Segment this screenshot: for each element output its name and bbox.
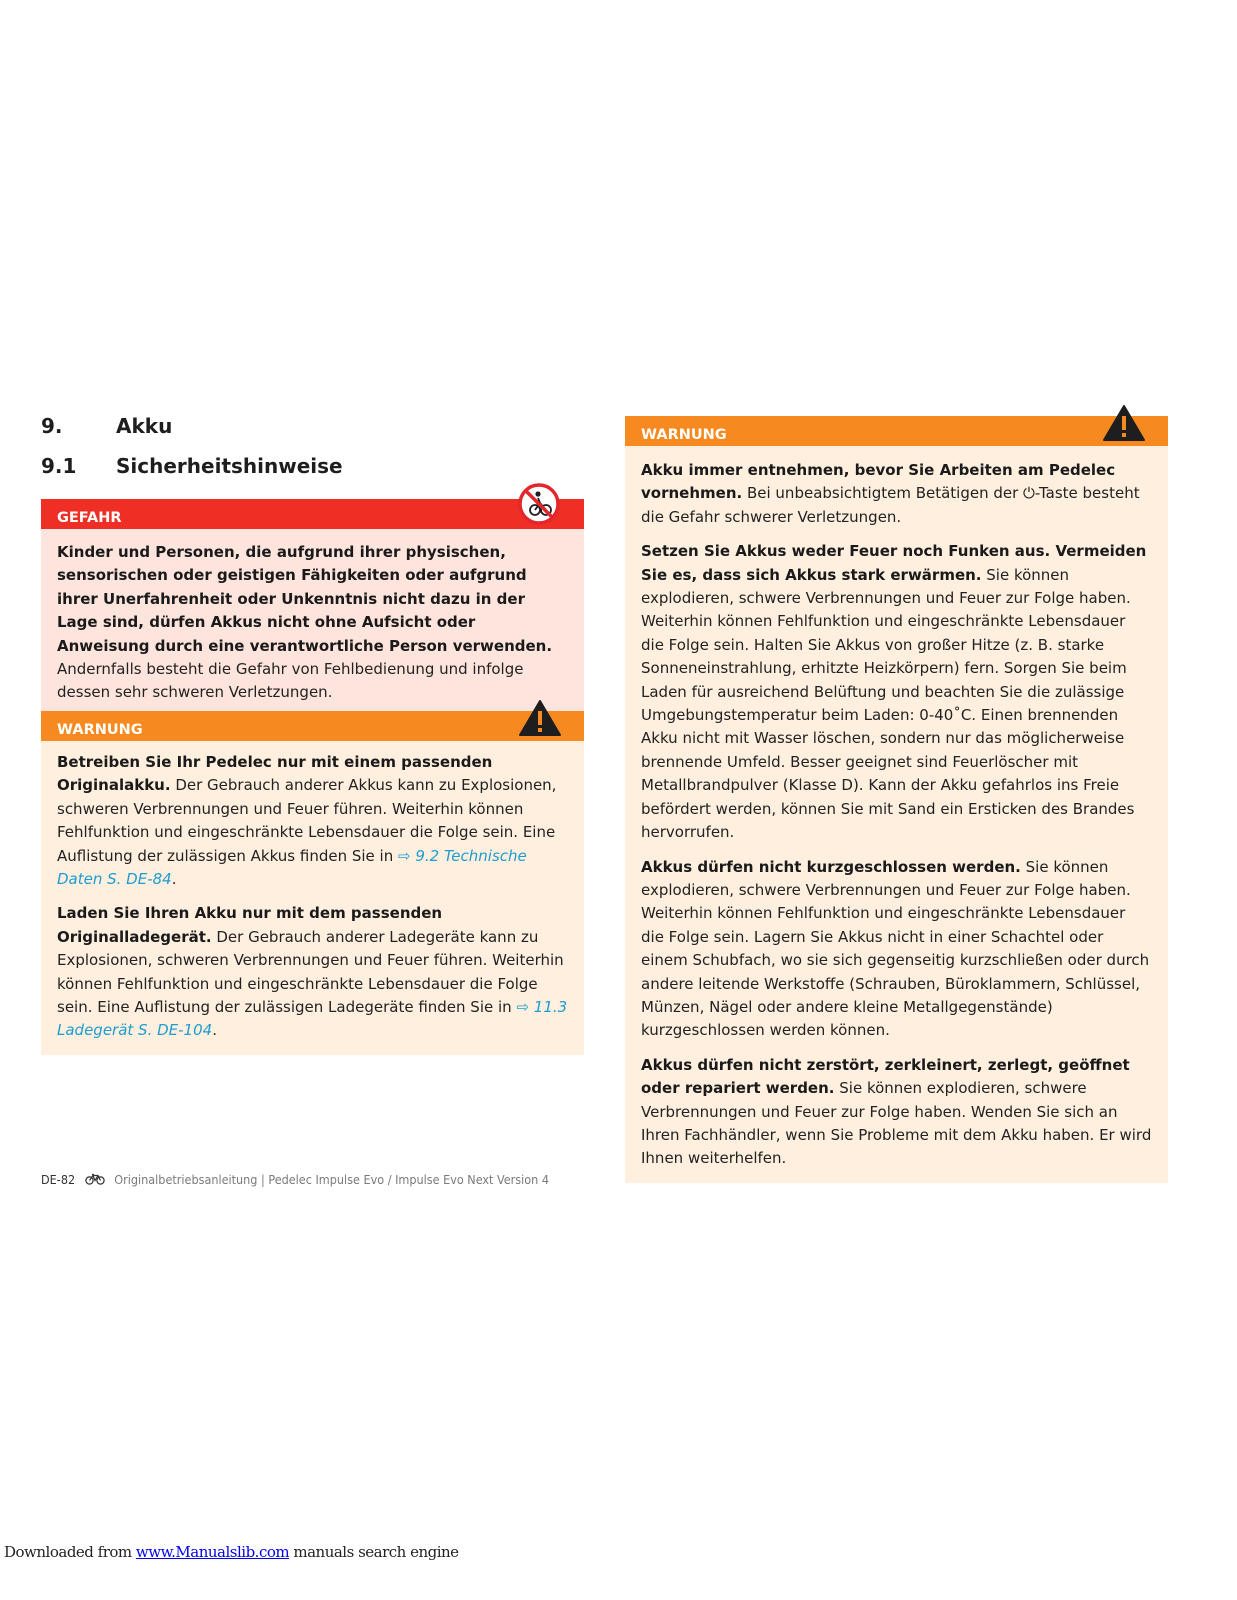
- warning1-bold-2: Laden Sie Ihren Akku nur mit dem passenden Originalladegerät.: [57, 904, 443, 946]
- warning1-end-1: .: [171, 870, 177, 889]
- danger-box: [41, 499, 584, 717]
- warning2-text-2: Sie können explodieren, schwere Verbrennungen und Feuer zur Folge haben. Weiterhin können Fehlfunktion und eingeschränkte Lebensdauer die Folge sein. Halten Sie Akkus von großer Hitze (z. B. starke Sonneneinstrahlung, erhitzte Heizkörpern) fern. Sorgen Sie beim Laden für ausreichend Belüftung und beachten Sie die zulässige Umgebungstemperatur beim Laden: 0-40˚C. Einen brennenden Akku nicht mit Wasser löschen, sondern nur das möglicherweise brennende Umfeld. Besser geeignet sind Feuerlöscher mit Metallbrandpulver (Klasse D). Kann der Akku gefahrlos ins Freie befördert werden, können Sie mit Sand ein Ersticken des Brandes hervorrufen.: [641, 565, 1135, 842]
- warning1-paragraph-1: [57, 751, 568, 891]
- download-notice: [4, 1543, 459, 1561]
- download-prefix: Downloaded from: [4, 1543, 136, 1561]
- footer-text: Originalbetriebsanleitung | Pedelec Impulse Evo / Impulse Evo Next Version 4: [114, 1172, 550, 1187]
- warning-box-1: [41, 711, 584, 1055]
- warning2-text-3: Sie können explodieren, schwere Verbrennungen und Feuer zur Folge haben. Weiterhin können Fehlfunktion und eingeschränkte Lebensdauer die Folge sein. Lagern Sie Akkus nicht in einer Schachtel oder einem Schubfach, wo sie sich gegenseitig kurzschließen oder durch andere leitende Werkstoffe (Schrauben, Büroklammern, Schlüssel, Münzen, Nägel oder andere kleine Metallgegenstände) kurzgeschlossen werden können.: [641, 857, 1150, 1040]
- manualslib-link[interactable]: www.Manualslib.com: [135, 1543, 290, 1561]
- danger-label: GEFAHR: [57, 510, 122, 526]
- warning-header-1: [41, 711, 584, 741]
- danger-body: [41, 529, 584, 717]
- bicycle-icon: [85, 1173, 105, 1185]
- link-technische-daten[interactable]: ⇨ 9.2 Technische Daten S. DE-84: [57, 846, 527, 889]
- warning1-text-2: Der Gebrauch anderer Ladegeräte kann zu Explosionen, schweren Verbrennungen und Feuer führen. Weiterhin können Fehlfunktion und eingeschränkte Lebensdauer die Folge sein. Eine Auflistung der zulässigen Ladegeräte finden Sie in: [57, 927, 564, 1017]
- danger-text: Andernfalls besteht die Gefahr von Fehlbedienung und infolge dessen sehr schweren Verletzungen.: [57, 660, 524, 702]
- danger-bold-text: Kinder und Personen, die aufgrund ihrer physischen, sensorischen oder geistigen Fähigkeiten oder aufgrund ihrer Unerfahrenheit oder Unkenntnis nicht dazu in der Lage sind, dürfen Akkus nicht ohne Aufsicht oder Anweisung durch eine verantwortliche Person verwenden.: [57, 543, 553, 655]
- warning1-bold-1: Betreiben Sie Ihr Pedelec nur mit einem passenden Originalakku.: [57, 753, 493, 795]
- warning-header-2: [625, 416, 1168, 446]
- warning-box-2: [625, 416, 1168, 1183]
- warning1-end-2: .: [212, 1021, 217, 1040]
- page-footer: [41, 1172, 549, 1187]
- danger-header: [41, 499, 584, 529]
- warning2-paragraph-1: [641, 459, 1152, 529]
- warning2-paragraph-4: [641, 1054, 1152, 1171]
- warning-label-2: WARNUNG: [641, 427, 727, 443]
- warning2-paragraph-3: [641, 856, 1152, 1043]
- download-suffix: manuals search engine: [289, 1543, 459, 1561]
- warning2-bold-2: Setzen Sie Akkus weder Feuer noch Funken aus. Vermeiden Sie es, dass sich Akkus stark erwärmen.: [641, 542, 1147, 584]
- subsection-title: Sicherheitshinweise: [116, 454, 343, 478]
- warning-triangle-icon: [518, 699, 562, 737]
- page-number: DE-82: [41, 1172, 76, 1187]
- no-children-icon: [518, 483, 560, 525]
- warning2-bold-4: Akkus dürfen nicht zerstört, zerkleinert, zerlegt, geöffnet oder repariert werden.: [641, 1055, 1130, 1098]
- warning2-bold-3: Akkus dürfen nicht kurzgeschlossen werden.: [641, 857, 1021, 876]
- warning-triangle-icon: [1102, 404, 1146, 442]
- warning2-text-1: Bei unbeabsichtigtem Betätigen der ⏻-Taste besteht die Gefahr schwerer Verletzungen.: [641, 484, 1140, 526]
- warning2-bold-1: Akku immer entnehmen, bevor Sie Arbeiten am Pedelec vornehmen.: [641, 461, 1116, 503]
- warning-body-2: [625, 446, 1168, 1183]
- subsection-heading: [41, 454, 343, 478]
- link-ladegeraet[interactable]: ⇨ 11.3 Ladegerät S. DE-104: [57, 998, 568, 1040]
- subsection-number: 9.1: [41, 454, 77, 478]
- chapter-title: Akku: [116, 414, 173, 438]
- warning-body-1: [41, 741, 584, 1055]
- warning-label-1: WARNUNG: [57, 722, 143, 738]
- warning1-text-1: Der Gebrauch anderer Akkus kann zu Explosionen, schweren Verbrennungen und Feuer führen. Weiterhin können Fehlfunktion und eingeschränkte Lebensdauer die Folge sein. Eine Auflistung der zulässigen Akkus finden Sie in: [57, 776, 557, 865]
- warning2-paragraph-2: [641, 540, 1152, 844]
- warning1-paragraph-2: [57, 902, 568, 1042]
- chapter-number: 9.: [41, 414, 63, 438]
- warning2-text-4: Sie können explodieren, schwere Verbrennungen und Feuer zur Folge haben. Wenden Sie sich an Ihren Fachhändler, wenn Sie Probleme mit dem Akku haben. Er wird Ihnen weiterhelfen.: [641, 1079, 1152, 1168]
- chapter-heading: [41, 414, 172, 438]
- danger-paragraph: [57, 541, 568, 705]
